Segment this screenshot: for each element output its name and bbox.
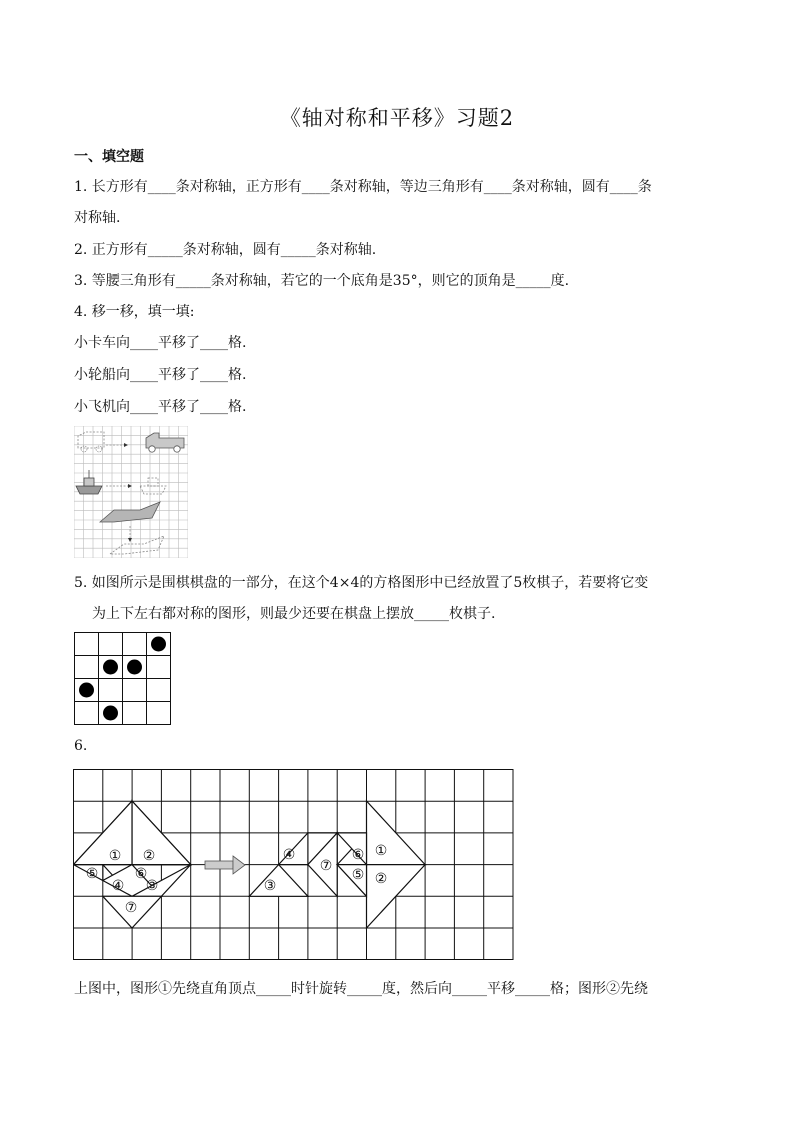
translation-figure xyxy=(74,426,188,558)
label-6: ⑥ xyxy=(134,866,148,882)
go-stone xyxy=(151,637,166,652)
section-heading: 一、填空题 xyxy=(74,149,144,165)
label-3-right: ③ xyxy=(263,878,277,894)
label-2: ② xyxy=(142,848,156,864)
question-5-line-2: 为上下左右都对称的图形，则最少还要在棋盘上摆放_____枚棋子. xyxy=(92,606,496,622)
question-4-plane: 小飞机向____平移了____格. xyxy=(74,399,247,415)
go-stone xyxy=(103,706,118,721)
question-3: 3. 等腰三角形有_____条对称轴，若它的一个底角是35°，则它的顶角是_____度. xyxy=(74,273,570,289)
label-4: ④ xyxy=(111,878,125,894)
question-1-line-2: 对称轴. xyxy=(74,210,121,226)
label-5-right: ⑤ xyxy=(351,867,365,883)
translation-arrow xyxy=(205,856,245,874)
question-4: 4. 移一移，填一填: xyxy=(74,304,195,320)
go-board-figure xyxy=(74,632,172,726)
label-2-right: ② xyxy=(374,871,388,887)
label-1: ① xyxy=(108,848,122,864)
label-7: ⑦ xyxy=(124,900,138,916)
boat-dashed-outline xyxy=(140,486,166,494)
boat-solid xyxy=(76,486,102,494)
label-5: ⑤ xyxy=(85,866,99,882)
go-stone xyxy=(79,683,94,698)
label-1-right: ① xyxy=(374,843,388,859)
go-stone xyxy=(127,660,142,675)
question-6-text: 上图中，图形①先绕直角顶点_____时针旋转_____度，然后向_____平移_____格；图形②先绕 xyxy=(74,981,648,997)
tangram-figure xyxy=(73,769,514,960)
question-4-boat: 小轮船向____平移了____格. xyxy=(74,367,247,383)
question-2: 2. 正方形有_____条对称轴，圆有_____条对称轴. xyxy=(74,242,377,258)
plane-solid xyxy=(100,502,160,522)
truck-dashed-outline xyxy=(78,432,104,448)
go-stone xyxy=(103,660,118,675)
page-title: 《轴对称和平移》习题2 xyxy=(279,106,515,130)
question-6: 6. xyxy=(74,738,88,754)
question-4-truck: 小卡车向____平移了____格. xyxy=(74,335,247,351)
label-4-right: ④ xyxy=(282,847,296,863)
question-5-line-1: 5. 如图所示是围棋棋盘的一部分，在这个4×4的方格图形中已经放置了5枚棋子，若要将它变 xyxy=(74,575,649,591)
question-1-line-1: 1. 长方形有____条对称轴，正方形有____条对称轴，等边三角形有____条对称轴，圆有____条 xyxy=(74,179,652,195)
label-6-right: ⑥ xyxy=(351,847,365,863)
label-7-right: ⑦ xyxy=(319,858,333,874)
label-3: ③ xyxy=(145,878,159,894)
